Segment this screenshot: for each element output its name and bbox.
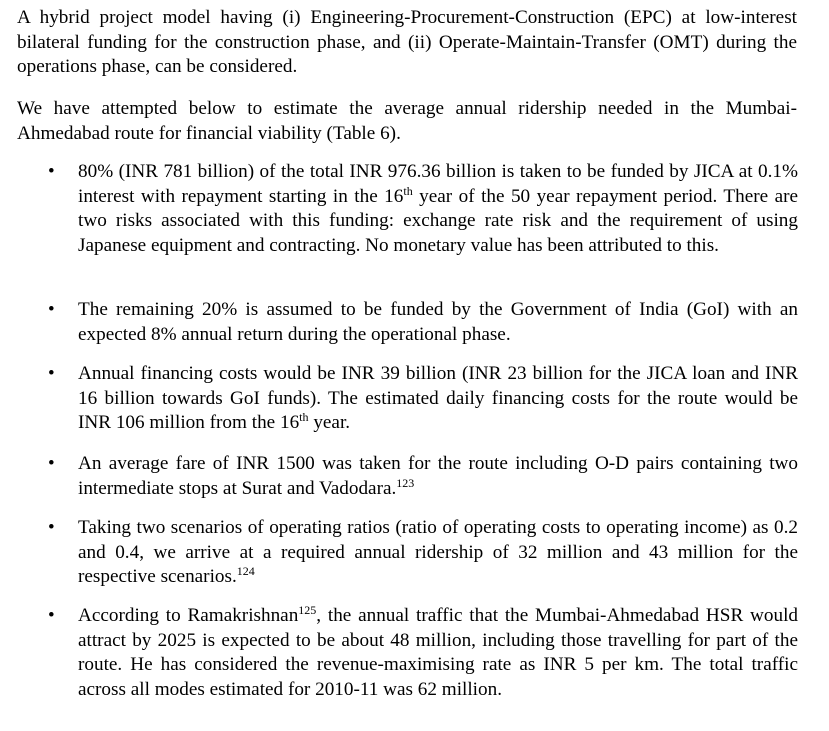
footnote-ref: 124	[236, 564, 255, 578]
bullet-icon: •	[48, 363, 55, 384]
bullet-text: 80% (INR 781 billion) of the total INR 976.36 billion is taken to be funded by JICA at 0.1% interest with repayment starting in the 16th year of the 50 year repayment period. There are two risks associated with this funding: exchange rate risk and the requirement of using Japanese equipment and contracting. No monetary value has been attributed to this.	[78, 161, 799, 256]
superscript: th	[403, 183, 413, 198]
bullet-icon: •	[48, 299, 55, 320]
bullet-text: According to Ramakrishnan$^{125}$, the annual traffic that the Mumbai-Ahmedabad HSR would attract by 2025 is expected to be about 48 million, including those travelling for part of the route. He has considered the revenue-maximising rate as INR 5 per km. The total traffic across all modes estimated for 2010-11 was 62 million.	[78, 603, 798, 700]
superscript: th	[299, 410, 309, 424]
bullet-text: Annual financing costs would be INR 39 billion (INR 23 billion for the JICA loan and INR 16 billion towards GoI funds). The estimated daily financing costs for the route would be INR 106 million from the 16th year.	[78, 363, 798, 433]
bullet-icon: •	[48, 517, 55, 538]
bullet-icon: •	[48, 161, 55, 182]
footnote-ref: 123	[396, 475, 415, 490]
bullet-text: An average fare of INR 1500 was taken for the route including O-D pairs containing two intermediate stops at Surat and Vadodara.$^{123}$	[78, 453, 798, 499]
bullet-text: Taking two scenarios of operating ratios (ratio of operating costs to operating income) as 0.2 and 0.4, we arrive at a required annual ridership of 32 million and 43 million for the respective scenarios.$^{124}$	[78, 517, 798, 587]
paragraph-ridership-intro: We have attempted below to estimate the average annual ridership needed in the Mumbai-Ahmedabad route for financial viability (Table 6).	[17, 98, 797, 144]
bullet-text: The remaining 20% is assumed to be funded by the Government of India (GoI) with an expected 8% annual return during the operational phase.	[78, 299, 798, 345]
bullet-icon: •	[48, 605, 55, 626]
bullet-icon: •	[48, 453, 55, 474]
footnote-ref: 125	[298, 603, 317, 617]
paragraph-hybrid-model: A hybrid project model having (i) Engineering-Procurement-Construction (EPC) at low-interest bilateral funding for the construction phase, and (ii) Operate-Maintain-Transfer (OMT) during the operations phase, can be considered.	[17, 7, 797, 77]
